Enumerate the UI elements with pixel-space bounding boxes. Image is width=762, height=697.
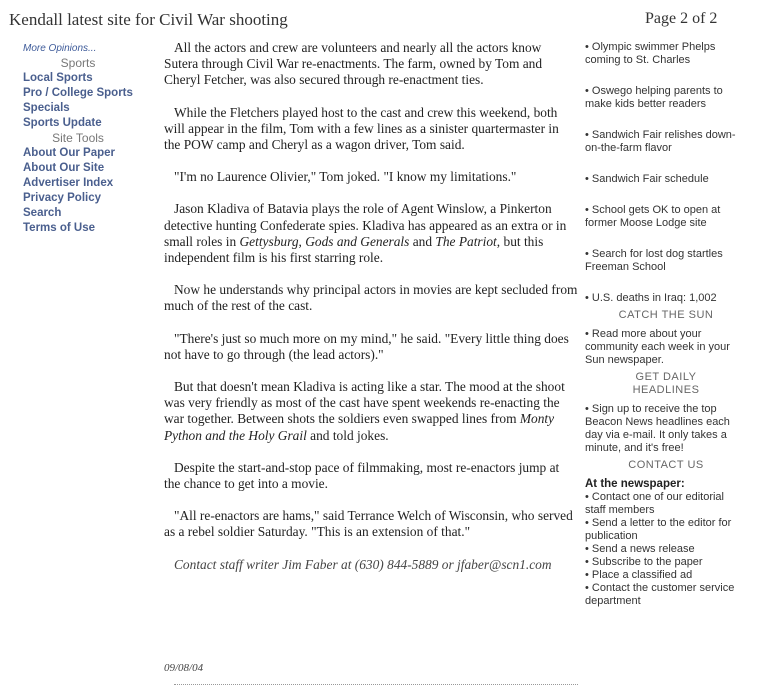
headline-link[interactable]: • Sandwich Fair relishes down-on-the-farm flavor <box>585 129 736 154</box>
page-indicator: Page 2 of 2 <box>645 10 718 27</box>
article-paragraph: "There's just so much more on my mind," he said. "Every little thing does not have to go through (the lead actors)." <box>164 330 569 362</box>
article-paragraph: Now he understands why principal actors in movies are kept secluded from much of the rest of the cast. <box>164 282 578 314</box>
headline-link[interactable]: • Olympic swimmer Phelps coming to St. Charles <box>585 41 716 66</box>
nav-link-search[interactable]: Search <box>23 207 62 219</box>
contact-link[interactable]: • Subscribe to the paper <box>585 556 703 568</box>
more-opinions-link[interactable]: More Opinions... <box>23 43 97 54</box>
text-run: and told jokes. <box>306 427 389 443</box>
catch-the-sun-heading: CATCH THE SUN <box>618 309 714 321</box>
daily-headlines-heading-line1: GET DAILY <box>635 371 697 383</box>
headline-link[interactable]: • Search for lost dog startles Freeman School <box>585 248 723 273</box>
left-navigation <box>23 42 158 236</box>
article-paragraph <box>164 379 578 444</box>
nav-link-terms-of-use[interactable]: Terms of Use <box>23 222 96 234</box>
film-title: Gettysburg <box>239 233 299 249</box>
article-body <box>164 40 578 589</box>
contact-subheading: At the newspaper: <box>585 478 685 490</box>
contact-us-heading: CONTACT US <box>628 459 704 471</box>
sun-newspaper-link[interactable]: • Read more about your community each week in your Sun newspaper. <box>585 328 730 366</box>
article-paragraph: "I'm no Laurence Olivier," Tom joked. "I know my limitations." <box>174 169 517 185</box>
text-run: , <box>298 233 306 249</box>
contact-link[interactable]: • Place a classified ad <box>585 569 693 581</box>
article-paragraph: Despite the start-and-stop pace of filmmaking, most re-enactors jump at the chance to get into a movie. <box>164 459 560 492</box>
author-contact: Contact staff writer Jim Faber at (630) 844-5889 or jfaber@scn1.com <box>174 556 552 572</box>
text-run: and <box>409 233 436 249</box>
film-title: Gods and Generals <box>305 233 410 249</box>
nav-link-about-our-site[interactable]: About Our Site <box>23 162 105 174</box>
text-run: Jason Kladiva of Batavia plays the role of Agent Winslow, a Pinkerton detective hunting Confederate spies. Kladiva has appeared as an extra or in small roles in <box>164 201 567 249</box>
text-run: , but this independent film is his first starring role. <box>164 233 544 266</box>
contact-link[interactable]: • Contact the customer service department <box>585 582 735 607</box>
nav-link-local-sports[interactable]: Local Sports <box>23 72 93 84</box>
article-title: Kendall latest site for Civil War shooting <box>9 10 288 29</box>
article-paragraph: All the actors and crew are volunteers and nearly all the actors know Sutera through Civil War re-enactments. The farm, owned by Tom and Cheryl Fetcher, was also secured through re-enactment ties. <box>164 40 543 88</box>
contact-link[interactable]: • Send a letter to the editor for publication <box>585 517 732 542</box>
article-paragraph: "All re-enactors are hams," said Terrance Welch of Wisconsin, who served as a rebel soldier Saturday. "This is an extension of that." <box>164 508 573 540</box>
headline-link[interactable]: • Sandwich Fair schedule <box>585 173 709 185</box>
nav-link-privacy-policy[interactable]: Privacy Policy <box>23 192 101 204</box>
nav-link-pro-college-sports[interactable]: Pro / College Sports <box>23 87 133 99</box>
headline-link[interactable]: • School gets OK to open at former Moose Lodge site <box>585 204 721 229</box>
article-paragraph: While the Fletchers played host to the cast and crew this weekend, both will appear in the film, Tom with a few lines as a sinister quartermaster in the POW camp and Cheryl as a wagon driver, Tom said. <box>164 104 559 153</box>
contact-link[interactable]: • Send a news release <box>585 543 695 555</box>
publish-date: 09/08/04 <box>164 662 204 674</box>
contact-link[interactable]: • Contact one of our editorial staff members <box>585 491 724 516</box>
text-run: But that doesn't mean Kladiva is acting like a star. The mood at the shoot was very friendly as most of the cast have spent weekends re-enacting the war together. Between shots the soldiers even swapped lines from <box>164 379 565 427</box>
film-title: The Patriot <box>435 233 497 249</box>
dotted-divider <box>174 684 578 685</box>
nav-link-about-our-paper[interactable]: About Our Paper <box>23 147 116 159</box>
nav-section-heading-site-tools: Site Tools <box>52 131 104 145</box>
nav-link-sports-update[interactable]: Sports Update <box>23 117 102 129</box>
film-title: Monty Python and the Holy Grail <box>164 411 555 443</box>
nav-section-heading-sports: Sports <box>60 56 96 70</box>
nav-link-specials[interactable]: Specials <box>23 102 70 114</box>
email-signup-link[interactable]: • Sign up to receive the top Beacon News headlines each day via e-mail. It only takes a minute, and it's free! <box>585 403 730 454</box>
right-rail <box>585 41 747 608</box>
article-paragraph <box>164 201 578 266</box>
headline-link[interactable]: • Oswego helping parents to make kids better readers <box>585 85 723 110</box>
daily-headlines-heading-line2: HEADLINES <box>632 384 700 396</box>
nav-link-advertiser-index[interactable]: Advertiser Index <box>23 177 114 189</box>
headline-link[interactable]: • U.S. deaths in Iraq: 1,002 <box>585 292 717 304</box>
